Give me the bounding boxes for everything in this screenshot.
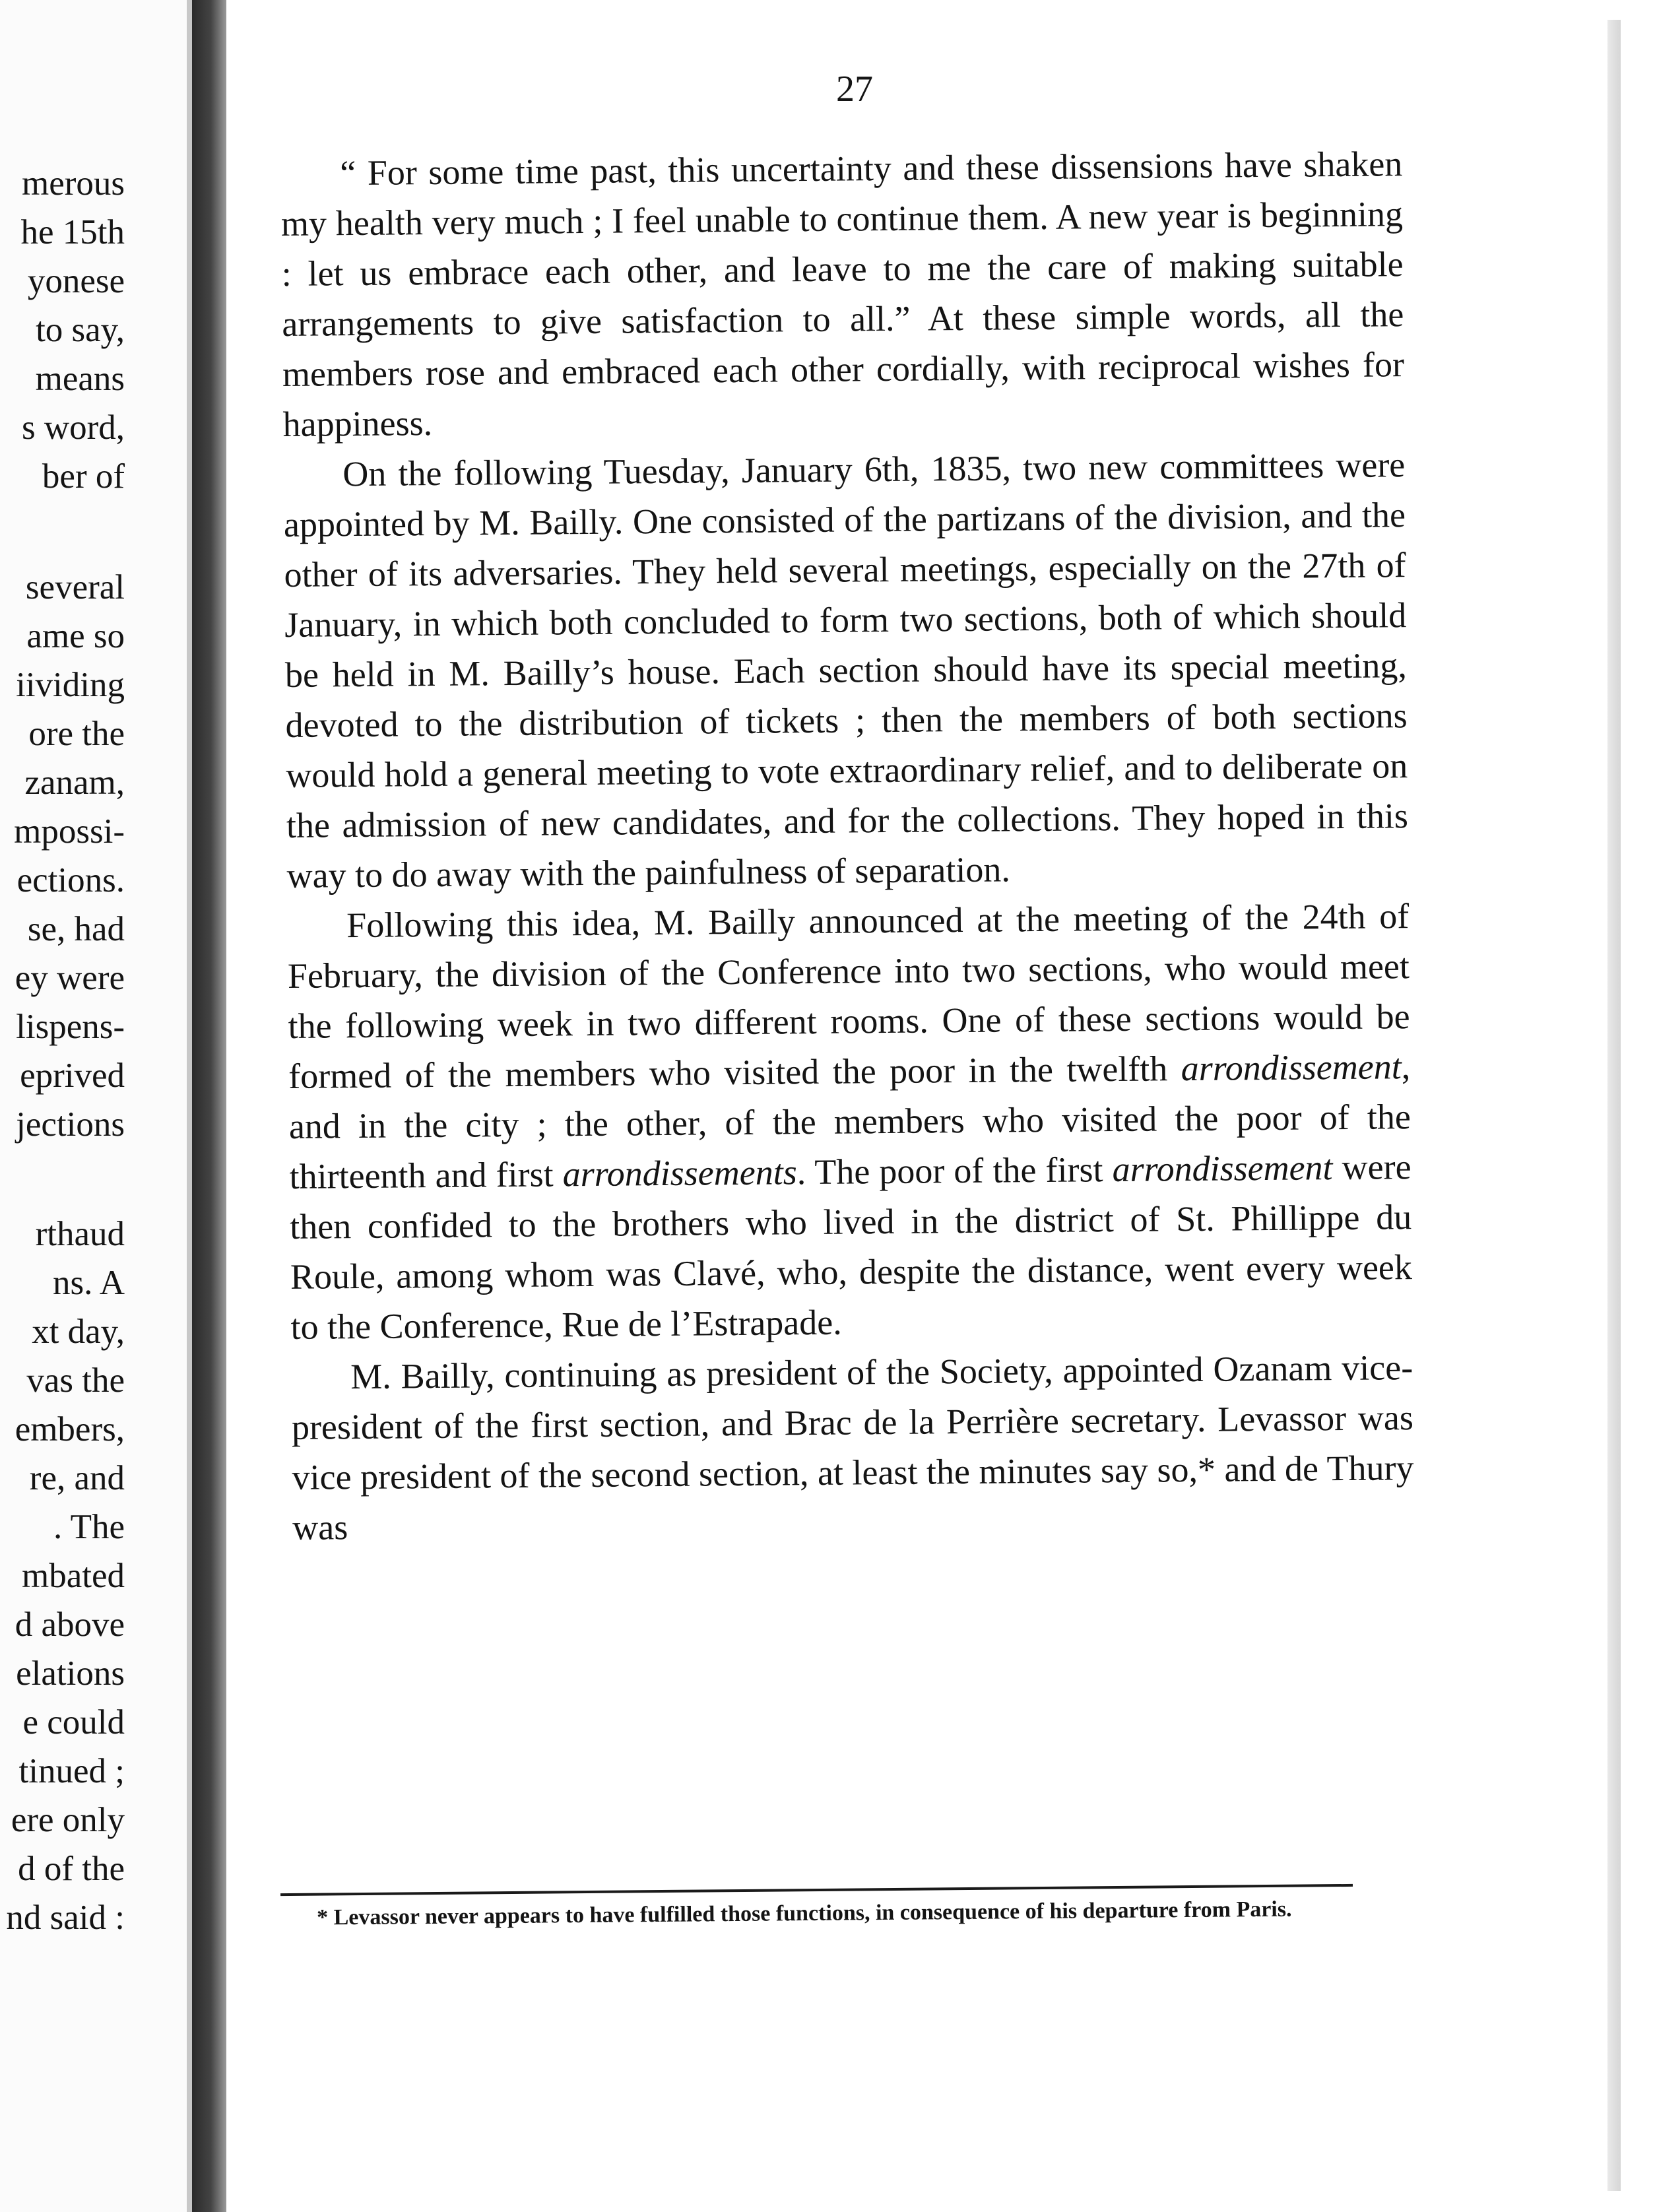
previous-page-line: d above: [15, 1606, 125, 1644]
page-edge-shadow: [1607, 20, 1621, 2191]
previous-page-line: s word,: [21, 408, 125, 447]
previous-page-line: embers,: [15, 1410, 125, 1448]
italic-term: arrondissement: [1181, 1047, 1402, 1089]
text-run: . The poor of the first: [796, 1150, 1113, 1192]
italic-term: arrondissements: [562, 1152, 797, 1194]
text-run: Following this idea, M. Bailly announced at the meeting of the 24th of February, the division of the Conference into two sections, who would meet the following week in two different rooms. One of these sections would be formed of the members who visited the poor in the twelfth: [287, 896, 1410, 1096]
previous-page-line: tinued ;: [18, 1752, 125, 1790]
previous-page-line: vas the: [26, 1361, 125, 1400]
page-number: 27: [836, 69, 873, 110]
italic-term: arrondissement: [1112, 1148, 1333, 1190]
previous-page-line: . The: [53, 1508, 125, 1546]
previous-page-line: iividing: [16, 666, 125, 704]
previous-page-line: lispens-: [16, 1008, 125, 1046]
previous-page-line: nd said :: [6, 1899, 125, 1937]
previous-page-line: ere only: [11, 1801, 125, 1839]
previous-page-line: ber of: [42, 457, 125, 496]
paragraph: [287, 891, 1413, 1352]
previous-page-line: jections: [16, 1105, 125, 1144]
previous-page-line: mpossi-: [14, 812, 125, 851]
paragraph: [280, 139, 1405, 449]
previous-page-line: eprived: [20, 1057, 125, 1095]
previous-page-edge: [187, 0, 192, 2212]
text-run: “ For some time past, this uncertainty and these dissensions have shaken my health very much ; I feel unable to continue them. A new year is beginning : let us embrace each other, and leave to me the care of making suitable arrangements to give satisfaction to all.” At these simple words, all the members rose and embraced each other cordially, with reciprocal wishes for happiness.: [280, 144, 1405, 444]
previous-page-line: ey were: [15, 959, 125, 997]
footnote: * Levassor never appears to have fulfilled those functions, in consequence of his departure from Paris.: [316, 1897, 1292, 1930]
previous-page-line: mbated: [22, 1557, 125, 1595]
previous-page-line: e could: [22, 1703, 125, 1741]
text-run: On the following Tuesday, January 6th, 1835, two new committees were appointed by M. Bailly. One consisted of the partizans of the division, and the other of its adversaries. They held several meetings, especially on the 27th of January, in which both concluded to form two sections, both of which should be held in M. Bailly’s house. Each section should have its special meeting, devoted to the distribution of tickets ; then the members of both sections would hold a general meeting to vote extraordinary relief, and to deliberate on the admission of new candidates, and for the collections. They hoped in this way to do away with the painfulness of separation.: [283, 445, 1409, 895]
paragraph: [291, 1342, 1415, 1553]
paragraph: [283, 439, 1409, 901]
previous-page-line: ns. A: [53, 1264, 125, 1302]
text-run: M. Bailly, continuing as president of the Society, appointed Ozanam vice-president of the first section, and Brac de la Perrière secretary. Levassor was vice president of the second section, at least the minutes say so,* and de Thury was: [291, 1348, 1414, 1547]
previous-page-line: se, had: [27, 910, 125, 948]
previous-page-line: yonese: [27, 262, 125, 300]
previous-page-line: ame so: [26, 617, 125, 655]
previous-page-line: merous: [21, 164, 125, 203]
previous-page-line: rthaud: [35, 1215, 125, 1253]
previous-page-line: ore the: [28, 715, 125, 753]
previous-page-line: to say,: [36, 311, 125, 349]
body-text: [280, 139, 1415, 1553]
previous-page-line: means: [35, 360, 125, 398]
previous-page-line: zanam,: [24, 764, 125, 802]
text-run: were then confided to the brothers who lived in the district of St. Phillippe du Roule, among whom was Clavé, who, despite the distance, went every week to the Conference, Rue de l’Estrapade.: [289, 1147, 1413, 1347]
text-run: , and in the city ; the other, of the members who visited the poor of the thirteenth and first: [288, 1047, 1412, 1196]
previous-page-fragment: [0, 0, 188, 2212]
previous-page-line: xt day,: [32, 1313, 125, 1351]
previous-page-line: several: [25, 568, 125, 606]
previous-page-line: d of the: [18, 1850, 125, 1888]
previous-page-line: ections.: [16, 861, 125, 899]
book-gutter: [192, 0, 226, 2212]
previous-page-line: he 15th: [20, 213, 125, 251]
previous-page-line: elations: [16, 1654, 125, 1693]
previous-page-line: re, and: [29, 1459, 125, 1497]
